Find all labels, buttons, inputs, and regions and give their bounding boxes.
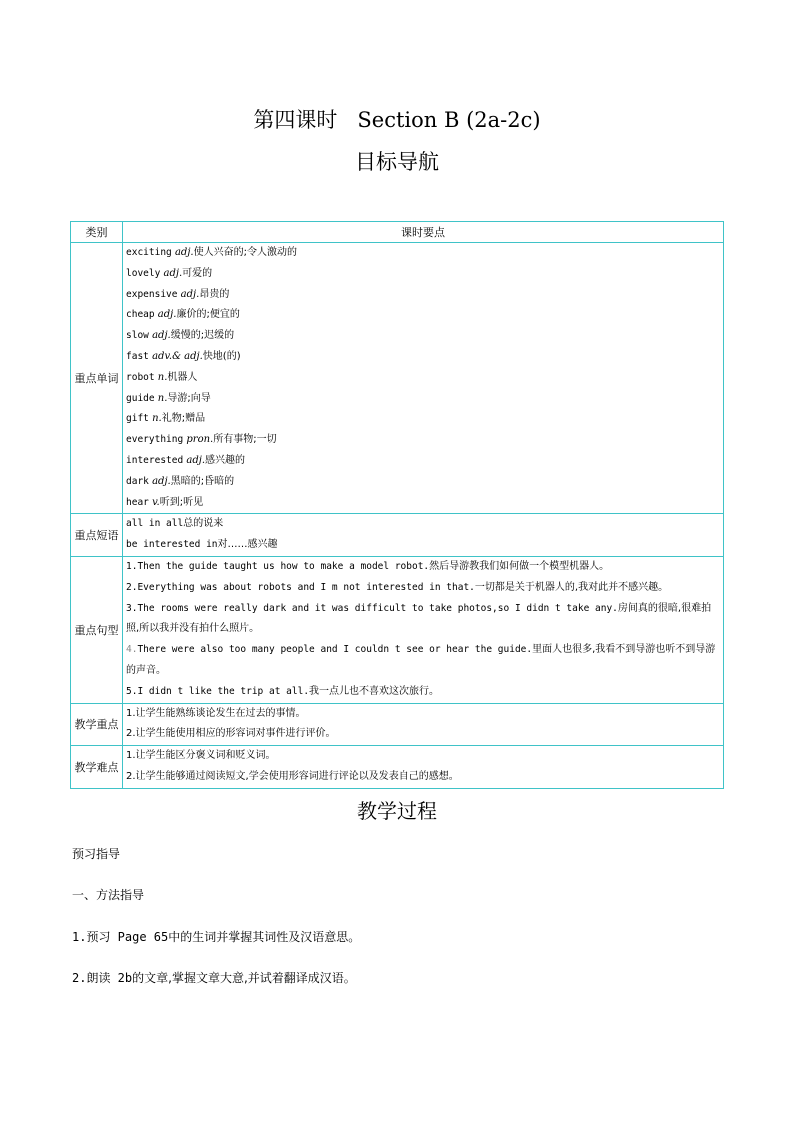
phrases-category: 重点短语 xyxy=(71,514,123,557)
vocab-word: everything xyxy=(126,434,184,446)
difficulty-row xyxy=(71,746,724,789)
vocab-word: fast xyxy=(126,350,149,362)
lesson-title: 第四课时 Section B (2a-2c) xyxy=(253,108,541,132)
sentence-zh: 我一点儿也不喜欢这次旅行。 xyxy=(309,685,440,697)
preview-step-1 xyxy=(72,928,360,945)
table-header-row xyxy=(71,222,724,243)
vocab-pos: adj. xyxy=(157,309,177,321)
phrase-zh: 对……感兴趣 xyxy=(217,539,278,551)
sentence-zh: 里面人也很多,我看不到导游也听不到导游的声音。 xyxy=(126,644,716,676)
vocab-pos: n. xyxy=(157,371,168,383)
vocab-list xyxy=(123,243,724,514)
header-points: 课时要点 xyxy=(123,222,724,243)
preview-step-2 xyxy=(72,969,356,986)
sentence-number: 2. xyxy=(126,581,138,593)
vocab-item xyxy=(126,305,720,326)
difficulty-category: 教学难点 xyxy=(71,746,123,789)
vocab-pos: pron. xyxy=(186,434,214,446)
focus-list xyxy=(123,703,724,746)
list-item: 2.让学生能够通过阅读短文,学会使用形容词进行评论以及发表自己的感想。 xyxy=(126,770,459,782)
phrase-item xyxy=(126,535,720,556)
phrases-list xyxy=(123,514,724,557)
sentences-category: 重点句型 xyxy=(71,556,123,703)
vocab-category: 重点单词 xyxy=(71,243,123,514)
vocab-pos: adj. xyxy=(152,330,171,342)
vocab-pos: adj. xyxy=(180,288,200,300)
sentence-en: Then the guide taught us how to make a model robot. xyxy=(137,560,430,572)
phrase-en: be interested in xyxy=(126,539,218,551)
vocab-meaning: 黑暗的;昏暗的 xyxy=(170,475,235,487)
vocab-word: hear xyxy=(126,496,149,508)
vocab-pos: adj. xyxy=(152,475,171,487)
sentence-item xyxy=(126,599,720,641)
vocab-item xyxy=(126,347,720,368)
phrase-en: all in all xyxy=(126,518,184,530)
sentence-number: 3. xyxy=(126,602,138,614)
list-item: 1.让学生能熟练谈论发生在过去的事情。 xyxy=(126,707,306,719)
vocab-row xyxy=(71,243,724,514)
list-item: 1.让学生能区分褒义词和贬义词。 xyxy=(126,750,276,762)
vocab-meaning: 快地(的) xyxy=(202,350,241,362)
phrase-item xyxy=(126,514,720,535)
preview-heading: 预习指导 xyxy=(72,847,121,861)
step-2-text: 的文章,掌握文章大意,并试着翻译成汉语。 xyxy=(132,971,356,985)
sentence-number: 5. xyxy=(126,685,138,697)
vocab-word: guide xyxy=(126,392,155,404)
vocab-word: gift xyxy=(126,413,149,425)
section-subtitle: 目标导航 xyxy=(355,150,439,174)
sentence-en: The rooms were really dark and it was difficult to take photos,so I didn t take any. xyxy=(137,602,618,614)
vocab-pos: n. xyxy=(157,392,168,404)
method-heading: 一、方法指导 xyxy=(72,888,145,902)
vocab-word: cheap xyxy=(126,309,155,321)
vocab-item xyxy=(126,243,720,264)
vocab-meaning: 使人兴奋的;令人激动的 xyxy=(193,247,297,258)
vocab-item xyxy=(126,430,720,451)
vocab-word: slow xyxy=(126,330,149,342)
vocab-pos: adj. xyxy=(163,267,183,279)
sentence-item xyxy=(126,578,720,599)
sentence-en: Everything was about robots and I m not interested in that. xyxy=(137,581,475,593)
focus-row xyxy=(71,703,724,746)
sentence-zh: 然后导游教我们如何做一个模型机器人。 xyxy=(429,560,610,572)
vocab-item xyxy=(126,285,720,306)
vocab-meaning: 廉价的;便宜的 xyxy=(176,309,240,321)
vocab-item xyxy=(126,409,720,430)
sentence-en: There were also too many people and I couldn t see or hear the guide. xyxy=(137,644,533,656)
difficulty-list xyxy=(123,746,724,789)
vocab-pos: adj. xyxy=(174,247,194,258)
phrases-row xyxy=(71,514,724,557)
vocab-pos: n. xyxy=(152,413,162,425)
sentence-zh: 一切都是关于机器人的,我对此并不感兴趣。 xyxy=(474,581,669,593)
vocab-item xyxy=(126,368,720,389)
vocab-word: exciting xyxy=(126,247,172,258)
vocab-meaning: 礼物;赠品 xyxy=(161,413,206,425)
vocab-pos: adv.& adj. xyxy=(152,350,203,362)
sentence-item xyxy=(126,557,720,578)
focus-category: 教学重点 xyxy=(71,703,123,746)
vocab-meaning: 机器人 xyxy=(167,371,198,383)
vocab-meaning: 昂贵的 xyxy=(199,288,230,300)
vocab-word: robot xyxy=(126,371,155,383)
sentence-en: I didn t like the trip at all. xyxy=(137,685,310,697)
vocab-meaning: 听到;听见 xyxy=(159,496,204,508)
vocab-meaning: 所有事物;一切 xyxy=(213,434,277,446)
phrase-zh: 总的说来 xyxy=(183,518,224,530)
vocab-item xyxy=(126,389,720,410)
vocab-meaning: 导游;向导 xyxy=(167,392,211,404)
sentences-list xyxy=(123,556,724,703)
lesson-points-table xyxy=(70,221,724,789)
sentence-number: 1. xyxy=(126,560,138,572)
vocab-item xyxy=(126,472,720,493)
process-title: 教学过程 xyxy=(357,799,437,823)
sentence-zh: 房间真的很暗,很难拍照,所以我并没有拍什么照片。 xyxy=(126,602,712,635)
sentence-number: 4. xyxy=(126,644,138,656)
vocab-item xyxy=(126,451,720,472)
vocab-meaning: 缓慢的;迟缓的 xyxy=(170,330,235,342)
vocab-item xyxy=(126,326,720,347)
vocab-word: lovely xyxy=(126,267,161,279)
sentence-item xyxy=(126,640,720,682)
vocab-word: dark xyxy=(126,475,149,487)
list-item: 2.让学生能使用相应的形容词对事件进行评价。 xyxy=(126,728,336,740)
vocab-pos: adj. xyxy=(186,454,206,466)
vocab-pos: v. xyxy=(152,496,160,508)
vocab-meaning: 可爱的 xyxy=(182,267,213,279)
sentences-row xyxy=(71,556,724,703)
vocab-item xyxy=(126,493,720,514)
vocab-item xyxy=(126,264,720,285)
vocab-meaning: 感兴趣的 xyxy=(205,454,246,466)
step-1-text: 中的生词并掌握其词性及汉语意思。 xyxy=(168,930,361,944)
sentence-item xyxy=(126,682,720,703)
vocab-word: interested xyxy=(126,454,184,466)
step-1-label: 1.预习 Page 65 xyxy=(72,930,169,944)
vocab-word: expensive xyxy=(126,288,178,300)
step-2-label: 2.朗读 2b xyxy=(72,971,133,985)
header-category: 类别 xyxy=(71,222,123,243)
